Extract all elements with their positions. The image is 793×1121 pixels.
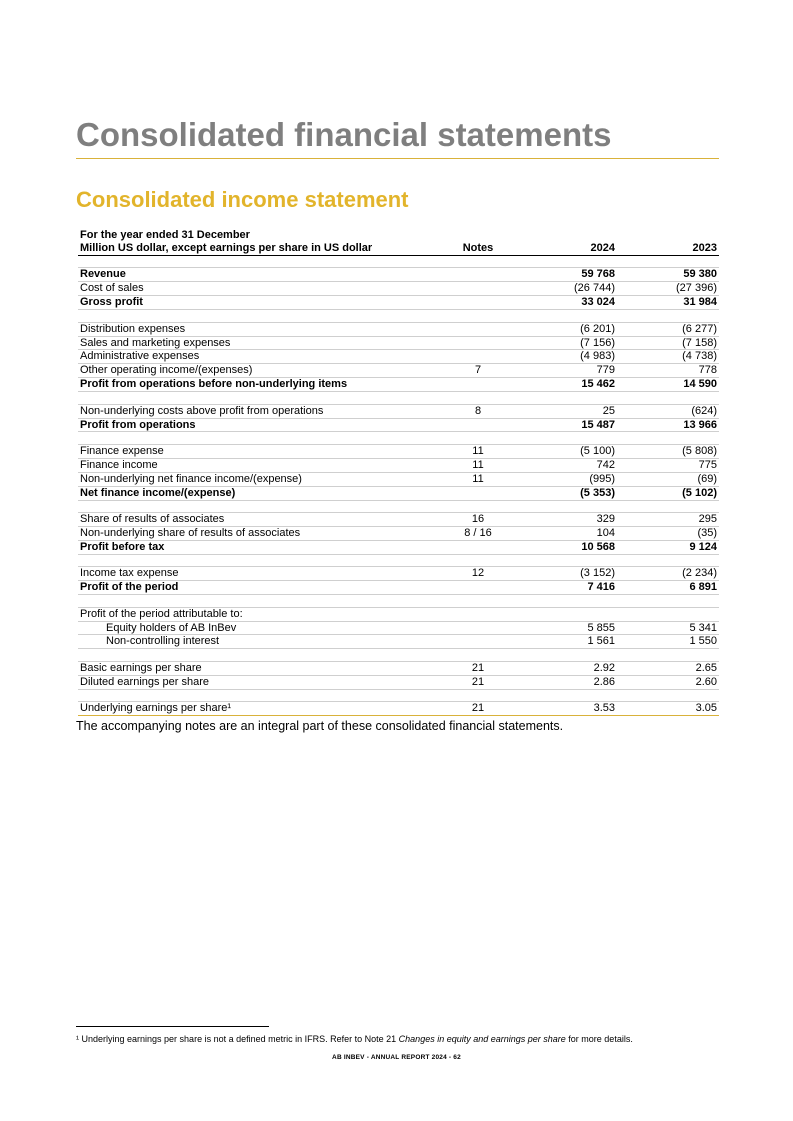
row-value-2024: 329 — [515, 513, 617, 527]
row-notes: 21 — [441, 702, 515, 716]
footnote-marker: ¹ — [76, 1034, 79, 1044]
row-value-2024: 779 — [515, 364, 617, 378]
row-notes: 12 — [441, 567, 515, 581]
row-value-2024: 1 561 — [515, 635, 617, 649]
row-value-2023: 295 — [617, 513, 719, 527]
row-notes — [441, 486, 515, 500]
row-value-2023: (27 396) — [617, 282, 719, 296]
row-value-2023: (7 158) — [617, 336, 719, 350]
table-spacer-row — [78, 392, 719, 405]
table-row — [78, 458, 719, 472]
row-value-2023 — [617, 607, 719, 621]
row-label: Profit before tax — [78, 540, 441, 554]
row-label: Profit of the period — [78, 581, 441, 595]
row-value-2024: (6 201) — [515, 322, 617, 336]
footnote-text-start: Underlying earnings per share is not a defined metric in IFRS. Refer to Note 21 — [79, 1034, 399, 1044]
row-label: Net finance income/(expense) — [78, 486, 441, 500]
row-value-2024: (4 983) — [515, 350, 617, 364]
row-notes — [441, 350, 515, 364]
row-label: Basic earnings per share — [78, 661, 441, 675]
row-value-2023: 9 124 — [617, 540, 719, 554]
table-row — [78, 702, 719, 716]
row-label: Share of results of associates — [78, 513, 441, 527]
row-label: Sales and marketing expenses — [78, 336, 441, 350]
row-label: Non-underlying costs above profit from operations — [78, 404, 441, 418]
row-value-2023: (2 234) — [617, 567, 719, 581]
table-row — [78, 635, 719, 649]
row-value-2024: 104 — [515, 527, 617, 541]
row-notes — [441, 268, 515, 282]
row-value-2024 — [515, 607, 617, 621]
row-notes — [441, 378, 515, 392]
table-spacer-row — [78, 432, 719, 445]
table-row — [78, 322, 719, 336]
row-notes: 11 — [441, 472, 515, 486]
row-value-2024: 742 — [515, 458, 617, 472]
row-value-2023: (624) — [617, 404, 719, 418]
row-value-2024: 10 568 — [515, 540, 617, 554]
row-value-2023: 3.05 — [617, 702, 719, 716]
income-statement-table-container — [78, 229, 719, 716]
row-label: Revenue — [78, 268, 441, 282]
row-notes — [441, 581, 515, 595]
table-spacer-row — [78, 310, 719, 323]
row-value-2024: (7 156) — [515, 336, 617, 350]
column-header-2024: 2024 — [515, 242, 617, 255]
table-row — [78, 472, 719, 486]
table-row — [78, 336, 719, 350]
row-value-2024: (3 152) — [515, 567, 617, 581]
row-label: Non-controlling interest — [78, 635, 441, 649]
row-notes: 21 — [441, 661, 515, 675]
row-label: Profit from operations before non-underlying items — [78, 378, 441, 392]
row-value-2023: (6 277) — [617, 322, 719, 336]
table-row — [78, 444, 719, 458]
row-value-2024: 25 — [515, 404, 617, 418]
row-label: Equity holders of AB InBev — [78, 621, 441, 635]
row-value-2023: (5 808) — [617, 444, 719, 458]
row-label: Profit of the period attributable to: — [78, 607, 441, 621]
table-row — [78, 567, 719, 581]
row-value-2023: 1 550 — [617, 635, 719, 649]
table-spacer-row — [78, 649, 719, 662]
table-body — [78, 255, 719, 715]
row-label: Cost of sales — [78, 282, 441, 296]
table-header-units: Million US dollar, except earnings per share in US dollar — [78, 242, 441, 255]
table-row — [78, 378, 719, 392]
row-value-2024: 2.92 — [515, 661, 617, 675]
row-value-2024: 15 487 — [515, 418, 617, 432]
table-row — [78, 404, 719, 418]
row-value-2023: 775 — [617, 458, 719, 472]
row-value-2023: 2.65 — [617, 661, 719, 675]
table-header-period: For the year ended 31 December — [80, 229, 250, 242]
table-row — [78, 282, 719, 296]
column-header-2023: 2023 — [617, 242, 719, 255]
row-value-2023: 2.60 — [617, 675, 719, 689]
row-notes: 7 — [441, 364, 515, 378]
row-label: Administrative expenses — [78, 350, 441, 364]
row-label: Underlying earnings per share¹ — [78, 702, 441, 716]
row-notes — [441, 418, 515, 432]
row-value-2023: (4 738) — [617, 350, 719, 364]
row-notes: 8 / 16 — [441, 527, 515, 541]
row-label: Income tax expense — [78, 567, 441, 581]
table-row — [78, 513, 719, 527]
table-row — [78, 527, 719, 541]
footnote — [76, 1033, 719, 1045]
row-value-2023: (69) — [617, 472, 719, 486]
row-value-2023: (35) — [617, 527, 719, 541]
row-value-2024: (5 353) — [515, 486, 617, 500]
row-value-2023: 778 — [617, 364, 719, 378]
row-value-2023: 6 891 — [617, 581, 719, 595]
row-label: Other operating income/(expenses) — [78, 364, 441, 378]
table-row — [78, 581, 719, 595]
row-value-2024: 59 768 — [515, 268, 617, 282]
row-value-2024: 5 855 — [515, 621, 617, 635]
table-row — [78, 621, 719, 635]
footnote-note-reference: Changes in equity and earnings per share — [398, 1034, 566, 1044]
table-row — [78, 296, 719, 310]
row-notes — [441, 621, 515, 635]
table-row — [78, 540, 719, 554]
row-notes: 11 — [441, 444, 515, 458]
page-footer: AB INBEV - ANNUAL REPORT 2024 - 62 — [332, 1054, 461, 1061]
row-notes — [441, 540, 515, 554]
row-value-2024: 7 416 — [515, 581, 617, 595]
row-value-2024: (5 100) — [515, 444, 617, 458]
row-value-2023: 59 380 — [617, 268, 719, 282]
page-title: Consolidated financial statements — [76, 116, 719, 159]
row-value-2024: 15 462 — [515, 378, 617, 392]
row-value-2023: (5 102) — [617, 486, 719, 500]
table-spacer-row — [78, 554, 719, 567]
row-value-2024: (26 744) — [515, 282, 617, 296]
row-value-2024: (995) — [515, 472, 617, 486]
table-spacer-row — [78, 689, 719, 702]
row-notes — [441, 282, 515, 296]
row-notes — [441, 336, 515, 350]
accompanying-notes-text: The accompanying notes are an integral part of these consolidated financial statements. — [76, 719, 564, 733]
footnote-divider — [76, 1026, 269, 1027]
footnote-text-end: for more details. — [565, 1034, 633, 1044]
row-label: Non-underlying net finance income/(expense) — [78, 472, 441, 486]
table-row — [78, 607, 719, 621]
table-spacer-row — [78, 255, 719, 268]
row-value-2024: 33 024 — [515, 296, 617, 310]
table-spacer-row — [78, 595, 719, 608]
row-value-2024: 2.86 — [515, 675, 617, 689]
table-row — [78, 364, 719, 378]
table-row — [78, 418, 719, 432]
row-value-2023: 5 341 — [617, 621, 719, 635]
table-row — [78, 486, 719, 500]
section-title: Consolidated income statement — [76, 187, 409, 212]
row-label: Diluted earnings per share — [78, 675, 441, 689]
table-row — [78, 268, 719, 282]
row-label: Gross profit — [78, 296, 441, 310]
table-row — [78, 675, 719, 689]
row-notes — [441, 296, 515, 310]
row-value-2024: 3.53 — [515, 702, 617, 716]
row-notes: 8 — [441, 404, 515, 418]
row-notes: 11 — [441, 458, 515, 472]
row-value-2023: 14 590 — [617, 378, 719, 392]
row-label: Finance expense — [78, 444, 441, 458]
table-spacer-row — [78, 500, 719, 513]
row-label: Profit from operations — [78, 418, 441, 432]
row-label: Distribution expenses — [78, 322, 441, 336]
row-label: Non-underlying share of results of associates — [78, 527, 441, 541]
row-notes — [441, 635, 515, 649]
column-header-notes: Notes — [441, 242, 515, 255]
row-notes — [441, 607, 515, 621]
row-label: Finance income — [78, 458, 441, 472]
row-value-2023: 31 984 — [617, 296, 719, 310]
income-statement-table — [78, 229, 719, 716]
row-value-2023: 13 966 — [617, 418, 719, 432]
table-row — [78, 350, 719, 364]
row-notes: 16 — [441, 513, 515, 527]
table-row — [78, 661, 719, 675]
row-notes: 21 — [441, 675, 515, 689]
row-notes — [441, 322, 515, 336]
